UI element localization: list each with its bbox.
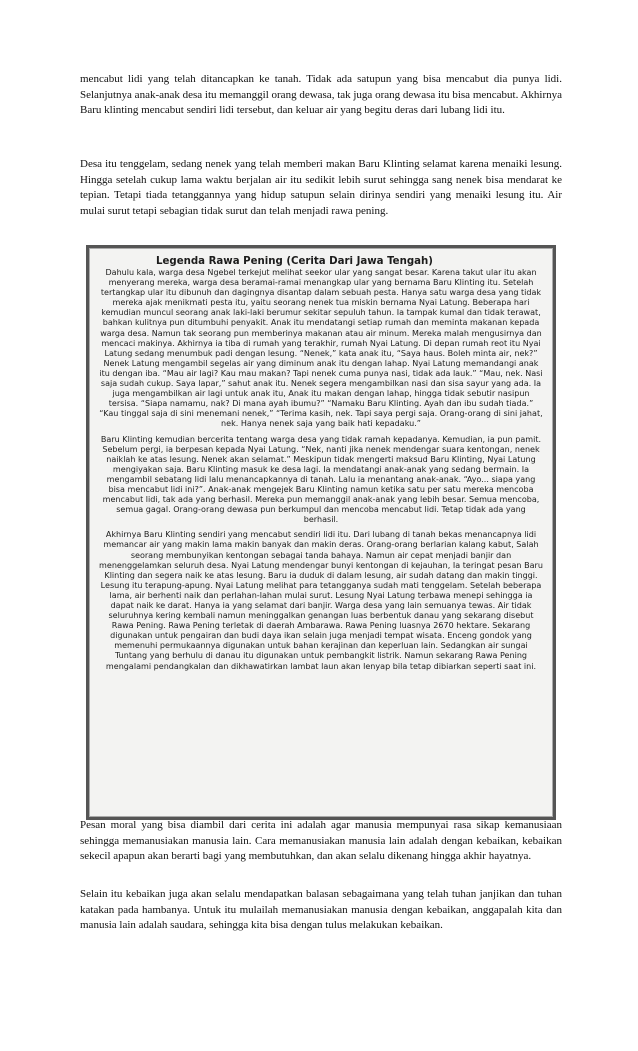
body-paragraph: Desa itu tenggelam, sedang nenek yang telah memberi makan Baru Klinting selamat karena menaiki lesung. Hingga setelah cukup lama waktu berjalan air itu sedikit lebih surut sehingga sang nenek bisa mendarat ke tepian. Tetapi tiada tetanggannya yang hidup satupun selain dirinya sendiri yang menaiki lesung itu. Air mulai surut tetapi sebagian tidak surut dan telah menjadi rawa pening. <box>80 158 562 217</box>
story-paragraph: Dahulu kala, warga desa Ngebel terkejut melihat seekor ular yang sangat besar. Karena takut ular itu akan menyerang mereka, warga desa beramai-ramai menangkap ular yang bernama Baru Klinting itu. Setelah tertangkap ular itu dibunuh dan dagingnya disantap dalam sebuah pesta. Hanya satu warga desa yang tidak mereka ajak menikmati pesta itu, yaitu seorang nenek tua miskin bernama Nyai Latung. Beberapa hari kemudian muncul seorang anak laki-laki berumur sekitar sepuluh tahun. Ia tampak kumal dan tidak terawat, bahkan kulitnya pun ditumbuhi penyakit. Anak itu mendatangi setiap rumah dan meminta makanan kepada warga desa. Namun tak seorang pun memberinya makanan atau air minum. Mereka malah mengusirnya dan mencaci makinya. Akhirnya ia tiba di rumah yang terakhir, rumah Nyai Latung. Di depan rumah reot itu Nyai Latung sedang menumbuk padi dengan lesung. “Nenek,” kata anak itu, “Saya haus. Boleh minta air, nek?” Nenek Latung mengambil segelas air yang diminum anak itu dengan lahap. Nyai Latung memandangi anak itu dengan iba. “Mau air lagi? Kau mau makan? Tapi nenek cuma punya nasi, tidak ada lauk.” “Mau, nek. Nasi saja sudah cukup. Saya lapar,” sahut anak itu. Nenek segera mengambilkan nasi dan sisa sayur yang ada. Ia juga mengambilkan air lagi untuk anak itu, Anak itu makan dengan lahap, hingga tidak sebutir nasipun tersisa. “Siapa namamu, nak? Di mana ayah ibumu?” “Namaku Baru Klinting. Ayah dan ibu sudah tiada.” “Kau tinggal saja di sini menemani nenek,” “Terima kasih, nek. Tapi saya pergi saja. Orang-orang di sini jahat, nek. Hanya nenek saja yang baik hati kepadaku.” <box>99 268 543 429</box>
story-image-box <box>86 245 556 820</box>
story-paragraph: Akhirnya Baru Klinting sendiri yang mencabut sendiri lidi itu. Dari lubang di tanah bekas menancapnya lidi memancar air yang makin lama makin banyak dan makin deras. Orang-orang berlarian kalang kabut, Salah seorang membunyikan kentongan sebagai tanda bahaya. Namun air cepat menjadi banjir dan menenggelamkan seluruh desa. Nyai Latung mendengar bunyi kentongan di kejauhan, Ia teringat pesan Baru Klinting dan segera naik ke atas lesung. Baru ia duduk di dalam lesung, air sudah datang dan makin tinggi. Lesung itu terapung-apung. Nyai Latung melihat para tetangganya sudah mati tenggelam. Setelah beberapa lama, air berhenti naik dan perlahan-lahan mulai surut. Lesung Nyai Latung terbawa menepi sehingga ia dapat naik ke darat. Hanya ia yang selamat dari banjir. Warga desa yang lain semuanya tewas. Air tidak seluruhnya kering kembali namun meninggalkan genangan luas berbentuk danau yang sekarang disebut Rawa Pening. Rawa Pening terletak di daerah Ambarawa. Rawa Pening luasnya 2670 hektare. Sekarang digunakan untuk pengairan dan budi daya ikan selain juga menjadi tempat wisata. Enceng gondok yang memenuhi permukaannya digunakan untuk bahan kerajinan dan keperluan lain. Sedangkan air sungai Tuntang yang berhulu di danau itu digunakan untuk pembangkit listrik. Namun sekarang Rawa Pening mengalami pendangkalan dan dikhawatirkan lambat laun akan lenyap bila tetap dibiarkan seperti saat ini. <box>99 530 543 671</box>
body-paragraph: Pesan moral yang bisa diambil dari cerita ini adalah agar manusia mempunyai rasa sikap kemanusiaan sehingga memanusiakan manusia lain. Cara memanusiakan manusia lain adalah dengan kebaikan, kebaikan sekecil apapun akan berarti bagi yang membutuhkan, dan akan selalu dikenang hingga akhir hayatnya. <box>80 819 562 863</box>
body-paragraph: Selain itu kebaikan juga akan selalu mendapatkan balasan sebagaimana yang telah tuhan janjikan dan tuhan katakan pada hambanya. Untuk itu mulailah memanusiakan manusia dengan kebaikan, anggapalah kita dan manusia lain adalah saudara, sehingga kita bisa dengan tulus melakukan kebaikan. <box>80 888 562 932</box>
body-paragraph: mencabut lidi yang telah ditancapkan ke tanah. Tidak ada satupun yang bisa mencabut dia punya lidi. Selanjutnya anak-anak desa itu memanggil orang dewasa, tak juga orang dewasa itu bisa mencabut. Akhirnya Baru klinting mencabut sendiri lidi tersebut, dan keluar air yang begitu deras dari lubang lidi itu. <box>80 73 563 117</box>
story-title: Legenda Rawa Pening (Cerita Dari Jawa Tengah) <box>156 256 433 267</box>
story-paragraph: Baru Klinting kemudian bercerita tentang warga desa yang tidak ramah kepadanya. Kemudian, ia pun pamit. Sebelum pergi, ia berpesan kepada Nyai Latung. “Nek, nanti jika nenek mendengar suara kentongan, nenek naiklah ke atas lesung. Nenek akan selamat.” Meskipun tidak mengerti maksud Baru Klinting, Nyai Latung mengiyakan saja. Baru Klinting masuk ke desa lagi. Ia mendatangi anak-anak yang sedang bermain. Ia mengambil sebatang lidi lalu menancapkannya di tanah. Lalu ia menantang anak-anak. “Ayo... siapa yang bisa mencabut lidi ini?”. Anak-anak mengejek Baru Klinting namun ketika satu per satu mereka mencoba mencabut lidi, tak ada yang berhasil. Mereka pun memanggil anak-anak yang lebih besar. Semua mencoba, semua gagal. Orang-orang dewasa pun berkumpul dan mencoba mencabut lidi. Tetap tidak ada yang berhasil. <box>100 434 542 525</box>
